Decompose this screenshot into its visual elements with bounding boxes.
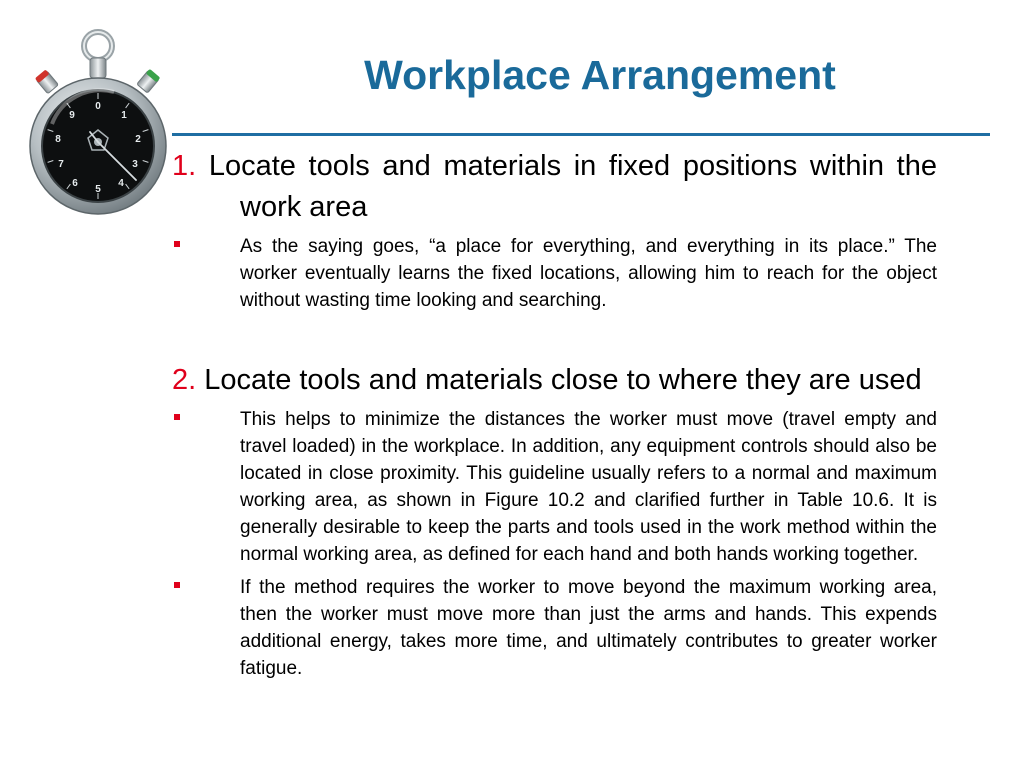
bullet-item — [172, 233, 937, 314]
slide-content — [172, 146, 937, 682]
section-2-heading-text: Locate tools and materials close to where they are used — [204, 364, 922, 396]
dial-number-9: 9 — [69, 110, 75, 121]
section-1-heading — [172, 146, 937, 228]
dial-number-8: 8 — [55, 134, 61, 145]
dial-number-4: 4 — [118, 178, 124, 189]
section-2 — [172, 360, 937, 682]
stopwatch-icon — [22, 26, 172, 216]
bullet-square-icon — [174, 414, 180, 420]
bullet-text: As the saying goes, “a place for everything, and everything in its place.” The worker eventually learns the fixed locations, allowing him to reach for the object without wasting time looking and searching. — [240, 236, 937, 311]
section-2-heading — [172, 360, 937, 401]
section-1 — [172, 146, 937, 314]
section-1-number: 1. — [172, 150, 197, 182]
dial-number-7: 7 — [58, 159, 64, 170]
bullet-square-icon — [174, 241, 180, 247]
bullet-item — [172, 406, 937, 568]
section-1-heading-text: Locate tools and materials in fixed positions within the work area — [208, 150, 937, 223]
dial-number-5: 5 — [95, 184, 101, 195]
dial-number-3: 3 — [132, 159, 138, 170]
bullet-item — [172, 574, 937, 682]
page-title: Workplace Arrangement — [364, 52, 836, 98]
title-divider — [172, 133, 990, 136]
bullet-text: This helps to minimize the distances the worker must move (travel empty and travel loaded) in the workplace. In addition, any equipment controls should also be located in close proximity. This guideline usually refers to a normal and maximum working area, as shown in Figure 10.2 and clarified further in Table 10.6. It is generally desirable to keep the parts and tools used in the work method within the normal working area, as defined for each hand and both hands working together. — [240, 409, 937, 565]
dial-number-0: 0 — [95, 101, 101, 112]
dial-number-2: 2 — [135, 134, 141, 145]
section-2-number: 2. — [172, 364, 197, 396]
dial-number-6: 6 — [72, 178, 78, 189]
bullet-text: If the method requires the worker to move beyond the maximum working area, then the worker must move more than just the arms and hands. This expends additional energy, takes more time, and ultimately contributes to greater worker fatigue. — [240, 577, 937, 679]
dial-number-1: 1 — [121, 110, 127, 121]
bullet-square-icon — [174, 582, 180, 588]
